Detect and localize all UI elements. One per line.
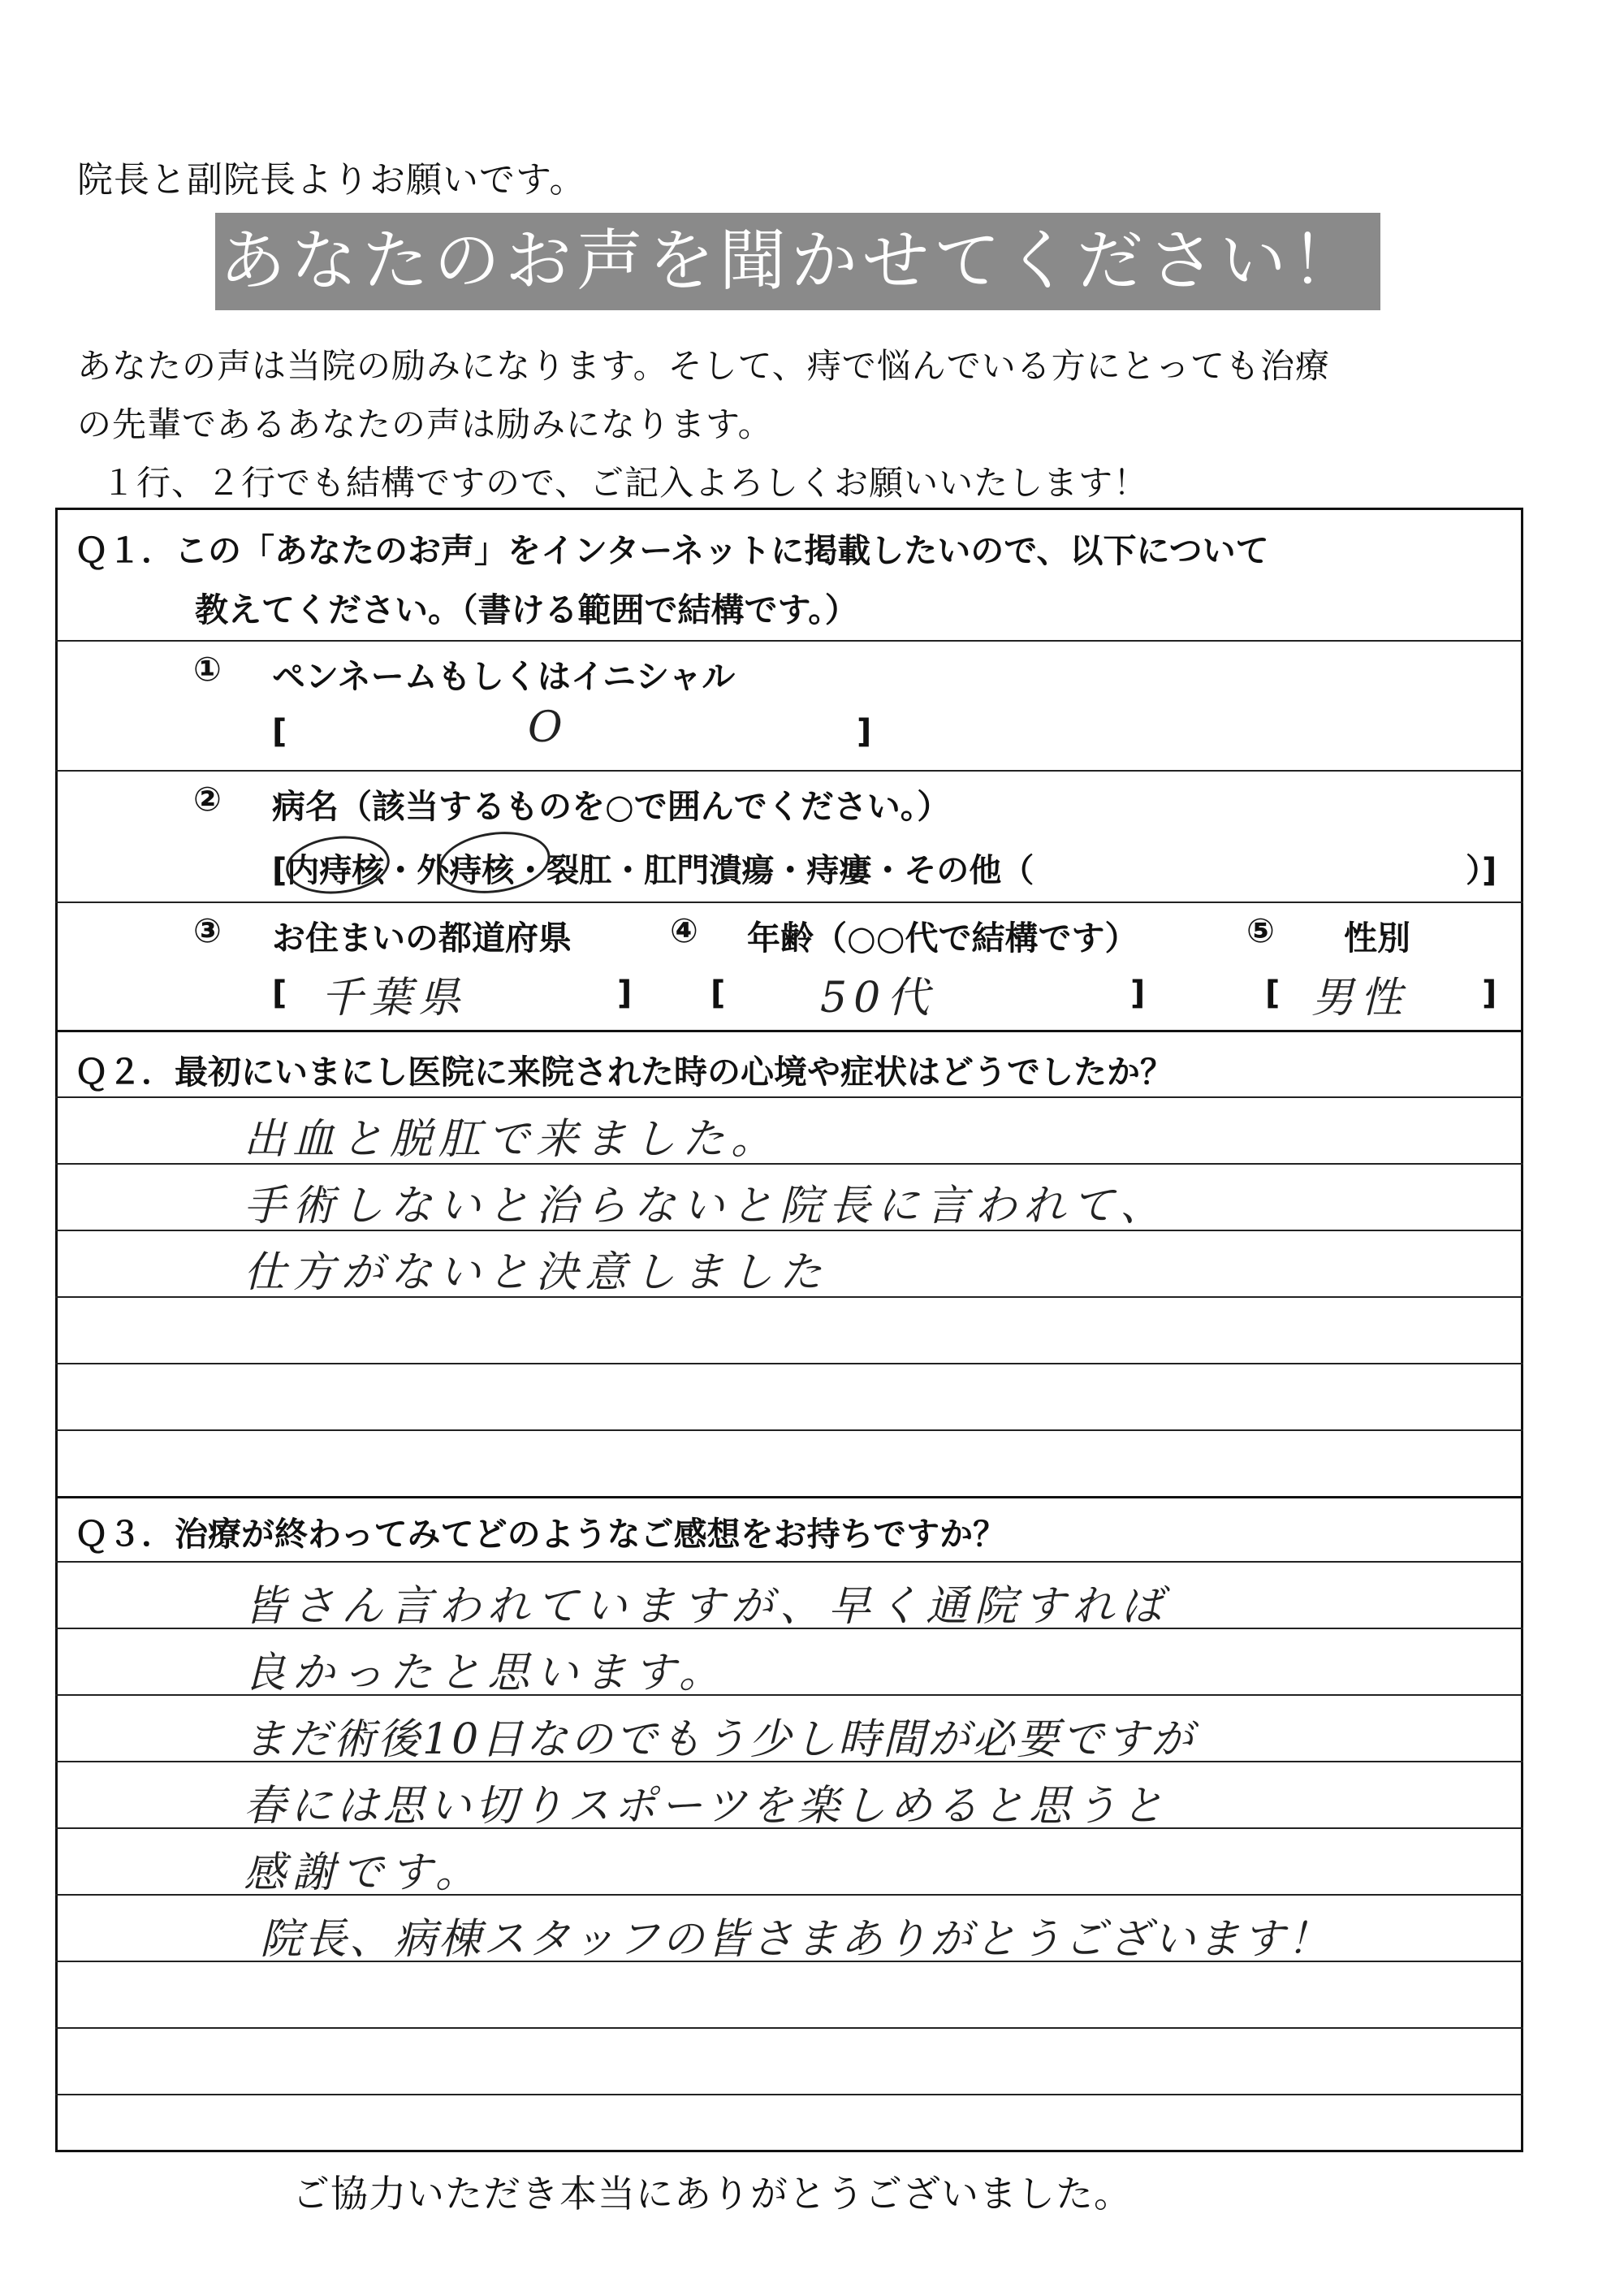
intro-line-1: あなたの声は当院の励みになります。そして、痔で悩んでいる方にとっても治療 — [77, 346, 1330, 386]
q2-answer-line-1: 出血と脱肛で来ました。 — [244, 1115, 780, 1164]
pen-name-answer: O — [528, 703, 569, 752]
q1-item-2-options: [内痔核・外痔核・裂肛・肛門潰瘍・痔瘻・その他（ — [272, 852, 1034, 889]
age-answer: 50代 — [820, 974, 936, 1023]
q1-item-2-close: ）] — [1466, 852, 1497, 889]
q1-item-5-number: ⑤ — [1246, 911, 1275, 950]
answer-rule — [55, 1429, 1523, 1431]
rule-q1-item1 — [55, 770, 1523, 772]
gender-answer: 男性 — [1311, 974, 1410, 1023]
q2-answer-line-3: 仕方がないと決意しました — [244, 1248, 829, 1297]
q3-answer-line-3: まだ術後10日なのでもう少し時間が必要ですが — [244, 1715, 1196, 1764]
age-bracket-open: [ — [710, 975, 726, 1012]
rule-q2-end — [55, 1496, 1523, 1498]
q1-item-5-label: 性別 — [1344, 919, 1410, 958]
q3-answer-line-4: 春には思い切りスポーツを楽しめると思うと — [244, 1782, 1168, 1831]
answer-rule — [55, 2094, 1523, 2095]
q3-answer-line-5: 感謝です。 — [244, 1848, 484, 1897]
q1-item-1-label: ペンネームもしくはイニシャル — [272, 657, 736, 696]
q1-item-1-bracket-close: ] — [857, 713, 872, 750]
age-bracket-close: ] — [1130, 975, 1146, 1012]
q1-item-4-number: ④ — [670, 911, 698, 950]
q1-item-4-label: 年齢（○○代で結構です） — [747, 919, 1138, 958]
q1-item-1-number: ① — [193, 650, 222, 689]
answer-rule — [55, 2027, 1523, 2029]
rule-q1-header — [55, 640, 1523, 642]
q3-answer-line-1: 皆さん言われていますが、早く通院すれば — [244, 1582, 1170, 1631]
prefecture-answer: 千葉県 — [321, 974, 468, 1023]
banner-title: あなたのお声を聞かせてください！ — [215, 213, 1380, 310]
answer-rule — [55, 1096, 1523, 1098]
q1-question-line-2: 教えてください。（書ける範囲で結構です。） — [195, 590, 858, 629]
intro-line-2: の先輩であるあなたの声は励みになります。 — [77, 404, 773, 444]
answer-rule — [55, 1363, 1523, 1364]
q2-question: Ｑ２．最初にいまにし医院に来院された時の心境や症状はどうでしたか？ — [75, 1053, 1173, 1092]
intro-line-3: １行、２行でも結構ですので、ご記入よろしくお願いいたします！ — [102, 463, 1149, 503]
q3-question: Ｑ３．治療が終わってみてどのようなご感想をお持ちですか？ — [75, 1515, 1007, 1554]
header-request: 院長と副院長よりお願いです。 — [77, 159, 586, 201]
q1-item-3-number: ③ — [193, 911, 222, 950]
q1-item-2-label: 病名（該当するものを○で囲んでください。） — [272, 787, 951, 826]
q2-answer-line-2: 手術しないと治らないと院長に言われて、 — [244, 1182, 1168, 1230]
q3-answer-line-6: 院長、病棟スタッフの皆さまありがとうございます！ — [260, 1915, 1332, 1964]
footer-thanks: ご協力いただき本当にありがとうございました。 — [292, 2172, 1132, 2216]
prefecture-bracket-open: [ — [272, 975, 287, 1012]
q1-item-1-bracket-open: [ — [272, 713, 287, 750]
q1-item-3-label: お住まいの都道府県 — [272, 919, 572, 958]
gender-bracket-close: ] — [1482, 975, 1497, 1012]
gender-bracket-open: [ — [1265, 975, 1281, 1012]
answer-rule — [55, 1561, 1523, 1563]
prefecture-bracket-close: ] — [617, 975, 633, 1012]
q1-question-line-1: Ｑ１．この「あなたのお声」をインターネットに掲載したいので、以下について — [75, 531, 1269, 570]
q1-item-2-number: ② — [193, 780, 222, 819]
q3-answer-line-2: 良かったと思います。 — [244, 1649, 728, 1697]
rule-q1-item2 — [55, 902, 1523, 903]
rule-q1-end — [55, 1030, 1523, 1032]
